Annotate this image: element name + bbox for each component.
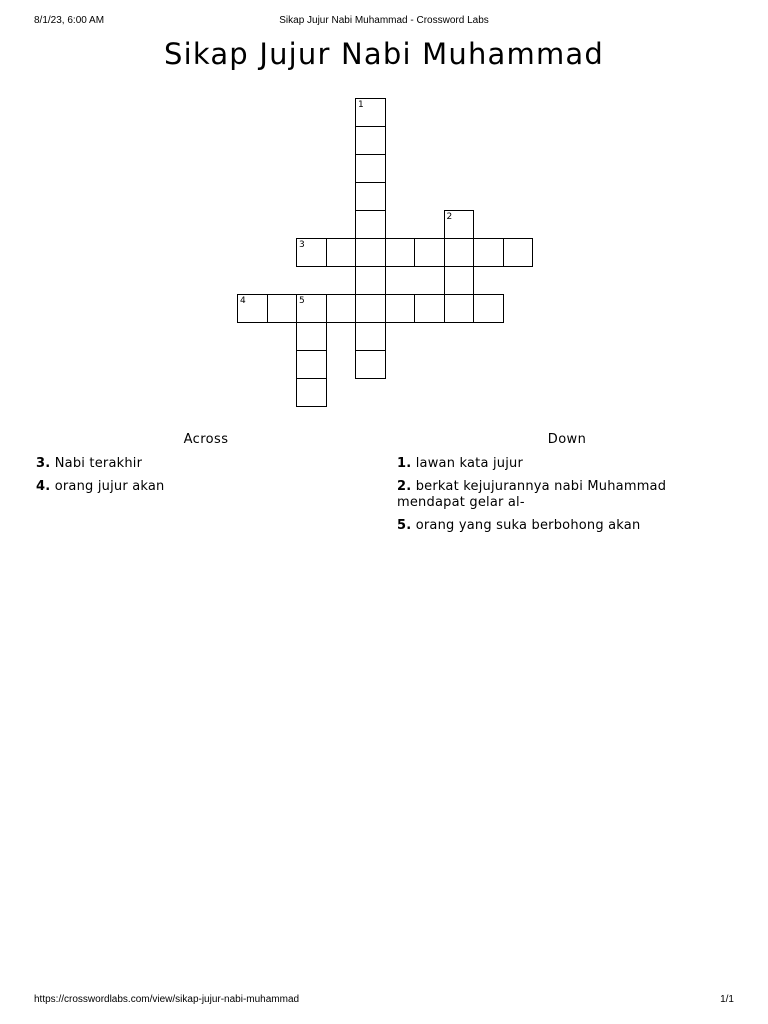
crossword-cell	[414, 238, 445, 267]
clue-across-4	[36, 479, 376, 495]
crossword-cell	[267, 294, 298, 323]
clue-text: lawan kata jujur	[415, 456, 523, 471]
clue-text: Nabi terakhir	[54, 456, 143, 471]
crossword-cell	[355, 126, 386, 155]
clue-down-2	[397, 479, 737, 511]
down-heading: Down	[547, 432, 587, 447]
print-page-number: 1/1	[720, 994, 734, 1005]
crossword-cell	[326, 238, 357, 267]
print-datetime: 8/1/23, 6:00 AM	[34, 15, 105, 26]
clue-down-5	[397, 518, 737, 534]
crossword-cell	[326, 294, 357, 323]
crossword-cell	[296, 294, 327, 323]
crossword-cell	[444, 294, 475, 323]
crossword-cell	[355, 210, 386, 239]
across-heading: Across	[183, 432, 229, 447]
crossword-cell	[296, 322, 327, 351]
page-title: Sikap Jujur Nabi Muhammad	[163, 37, 605, 71]
crossword-grid	[0, 0, 768, 420]
crossword-cell	[355, 238, 386, 267]
crossword-cell	[355, 266, 386, 295]
clue-text: berkat kejujurannya nabi Muhammad mendapat gelar al-	[397, 479, 667, 510]
crossword-cell	[444, 266, 475, 295]
down-clues	[397, 430, 737, 541]
clue-across-3	[36, 456, 376, 472]
crossword-cell	[473, 294, 504, 323]
crossword-cell	[237, 294, 268, 323]
across-clues	[36, 430, 376, 502]
crossword-cell	[296, 350, 327, 379]
crossword-cell	[503, 238, 534, 267]
cell-number: 5	[299, 296, 305, 306]
crossword-cell	[444, 238, 475, 267]
clue-number: 1.	[397, 456, 412, 471]
print-url: https://crosswordlabs.com/view/sikap-jujur-nabi-muhammad	[34, 994, 300, 1005]
clue-number: 5.	[397, 518, 412, 533]
cell-number: 2	[446, 212, 453, 222]
crossword-cell	[355, 350, 386, 379]
crossword-cell	[473, 238, 504, 267]
print-footer	[34, 994, 734, 1008]
cell-number: 3	[299, 240, 305, 250]
clue-down-1	[397, 456, 737, 472]
crossword-cell	[414, 294, 445, 323]
clue-number: 2.	[397, 479, 412, 494]
crossword-cell	[296, 238, 327, 267]
crossword-cell	[296, 378, 327, 407]
crossword-cell	[355, 182, 386, 211]
clue-text: orang jujur akan	[54, 479, 165, 494]
cell-number: 1	[358, 100, 364, 110]
print-doc-title: Sikap Jujur Nabi Muhammad - Crossword Labs	[279, 15, 489, 26]
crossword-cell	[355, 294, 386, 323]
crossword-cell	[385, 238, 416, 267]
clue-number: 3.	[36, 456, 51, 471]
cell-number: 4	[240, 296, 246, 306]
clue-number: 4.	[36, 479, 51, 494]
crossword-cell	[444, 210, 475, 239]
crossword-cell	[355, 322, 386, 351]
crossword-cell	[355, 98, 386, 127]
crossword-cell	[385, 294, 416, 323]
clue-text: orang yang suka berbohong akan	[415, 518, 641, 533]
crossword-cell	[355, 154, 386, 183]
